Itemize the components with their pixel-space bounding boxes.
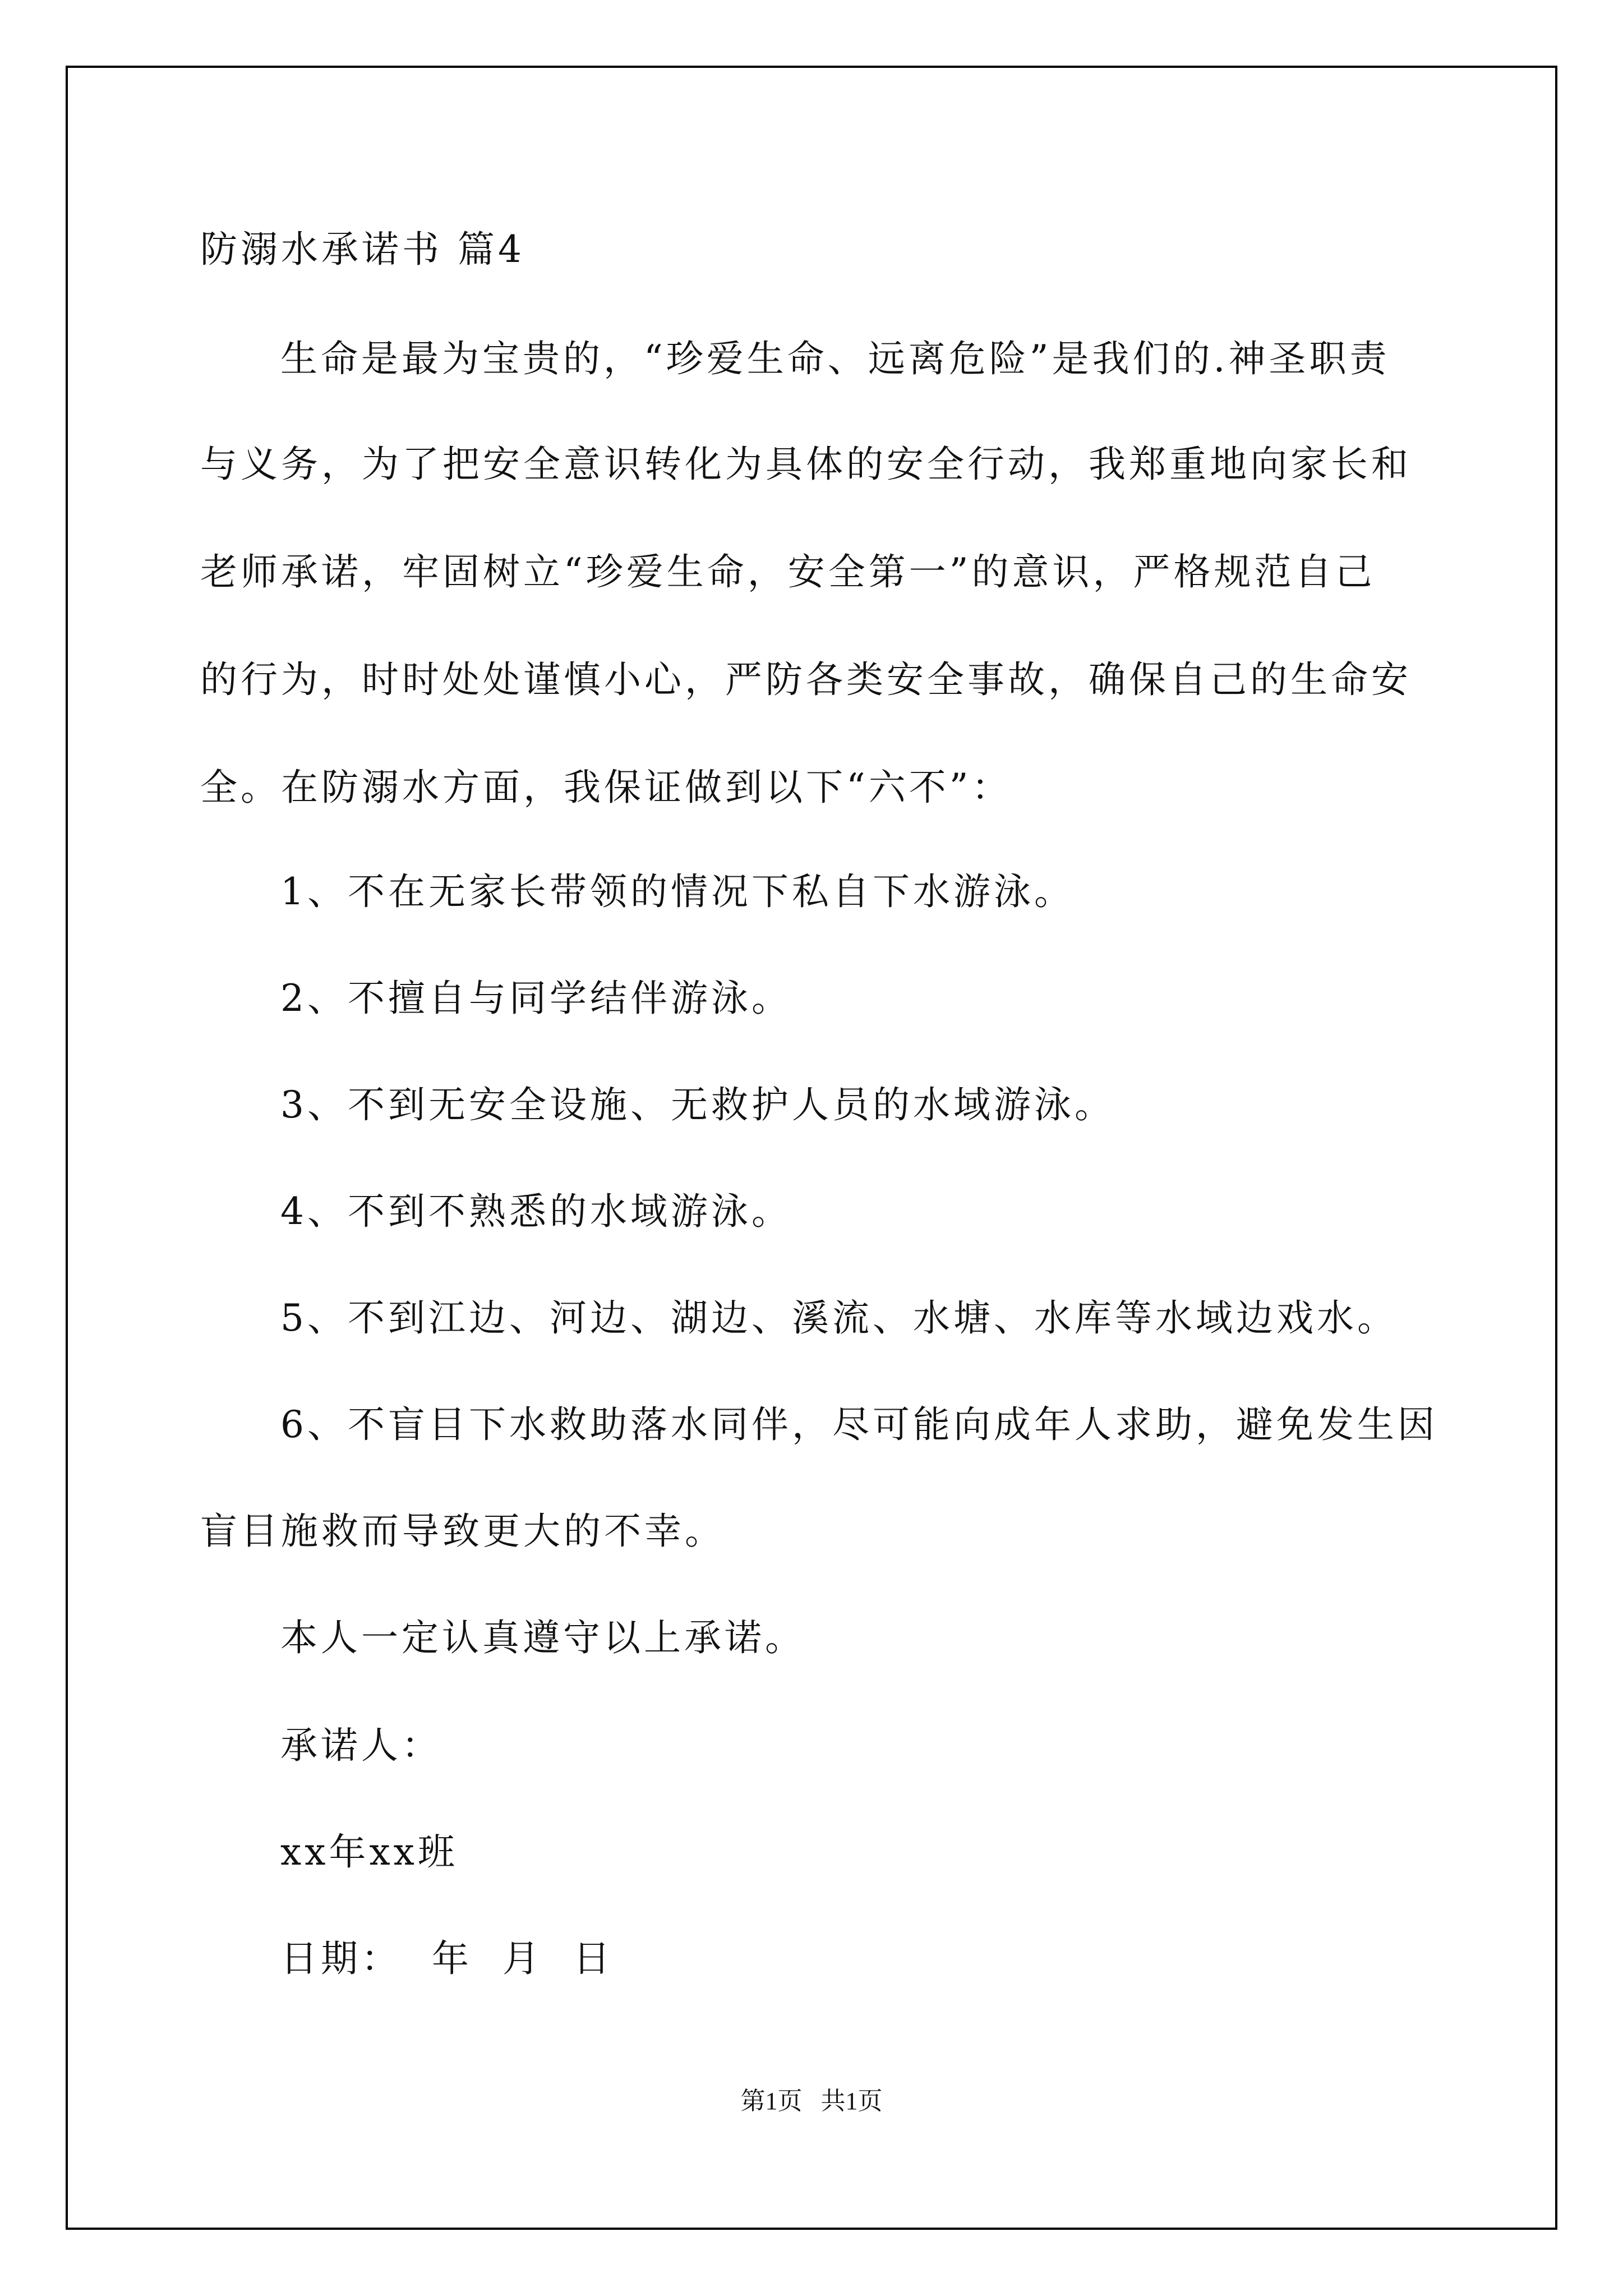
intro-line-2: 与义务，为了把安全意识转化为具体的安全行动，我郑重地向家长和: [200, 443, 1412, 486]
page-border: [66, 66, 1557, 2230]
intro-line-4: 的行为，时时处处谨慎小心，严防各类安全事故，确保自己的生命安: [200, 658, 1412, 701]
intro-line-1: 生命是最为宝贵的，“珍爱生命、远离危险”是我们的.神圣职责: [280, 337, 1390, 380]
document-title: 防溺水承诺书 篇4: [200, 228, 525, 271]
signer-label: 承诺人：: [280, 1724, 442, 1767]
class-line: xx年xx班: [280, 1830, 458, 1874]
list-item-6-continued: 盲目施救而导致更大的不幸。: [200, 1510, 725, 1553]
date-line: 日期： 年 月 日: [280, 1937, 614, 1980]
intro-line-5: 全。在防溺水方面，我保证做到以下“六不”：: [200, 766, 1012, 809]
page-footer: 第1页 共1页: [740, 2087, 883, 2115]
intro-line-3: 老师承诺，牢固树立“珍爱生命，安全第一”的意识，严格规范自己: [200, 550, 1376, 593]
list-item-3: 3、不到无安全设施、无救护人员的水域游泳。: [280, 1083, 1115, 1126]
list-item-1: 1、不在无家长带领的情况下私自下水游泳。: [280, 870, 1075, 913]
list-item-4: 4、不到不熟悉的水域游泳。: [280, 1190, 792, 1233]
closing-statement: 本人一定认真遵守以上承诺。: [280, 1616, 805, 1659]
list-item-2: 2、不擅自与同学结伴游泳。: [280, 977, 792, 1020]
list-item-6: 6、不盲目下水救助落水同伴，尽可能向成年人求助，避免发生因: [280, 1403, 1438, 1446]
list-item-5: 5、不到江边、河边、湖边、溪流、水塘、水库等水域边戏水。: [280, 1296, 1398, 1340]
